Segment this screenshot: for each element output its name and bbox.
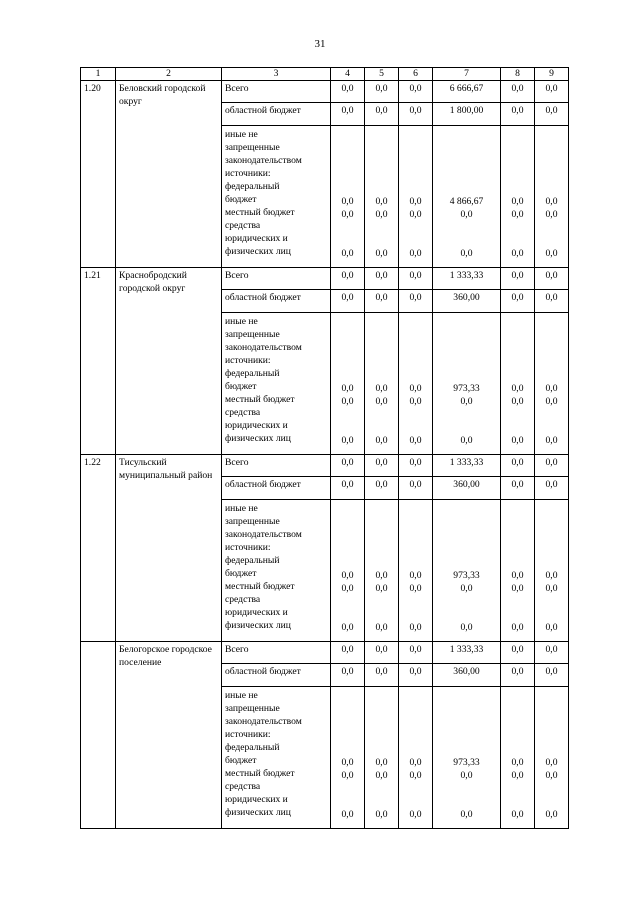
source-label-line: федеральный — [225, 368, 280, 379]
source-label-total: Всего — [222, 642, 331, 664]
value-local: 0,0 — [511, 770, 524, 781]
value-federal: 0,0 — [375, 757, 388, 768]
source-label-total: Всего — [222, 81, 331, 103]
value-cell-stack — [535, 126, 569, 268]
source-label-line: физических лиц — [225, 807, 291, 818]
source-label-line: источники: — [225, 355, 271, 366]
source-label-line: бюджет — [225, 381, 257, 392]
value-federal: 0,0 — [341, 570, 354, 581]
municipality-name: Тисульский муниципальный район — [116, 455, 222, 642]
source-label-other — [222, 500, 331, 642]
header-cell: 8 — [501, 68, 535, 81]
value-legal: 0,0 — [341, 435, 354, 446]
source-label-line: иные не — [225, 129, 258, 140]
value-local: 0,0 — [460, 396, 473, 407]
value-cell-stack — [399, 500, 433, 642]
value-cell-stack — [501, 500, 535, 642]
value-cell: 1 333,33 — [433, 455, 501, 477]
value-federal: 0,0 — [545, 196, 558, 207]
value-cell-stack — [331, 313, 365, 455]
value-legal: 0,0 — [375, 248, 388, 259]
value-federal: 0,0 — [511, 383, 524, 394]
value-cell: 0,0 — [501, 290, 535, 313]
value-legal: 0,0 — [545, 622, 558, 633]
value-cell: 1 800,00 — [433, 103, 501, 126]
value-cell: 0,0 — [365, 664, 399, 687]
source-label-line: федеральный — [225, 181, 280, 192]
value-cell: 0,0 — [399, 455, 433, 477]
header-cell: 3 — [222, 68, 331, 81]
header-cell: 7 — [433, 68, 501, 81]
value-federal: 973,33 — [453, 757, 480, 768]
source-label-regional: областной бюджет — [222, 664, 331, 687]
value-cell-stack — [535, 500, 569, 642]
source-label-regional: областной бюджет — [222, 477, 331, 500]
value-cell-stack — [535, 313, 569, 455]
value-cell-stack — [501, 313, 535, 455]
source-label-line: иные не — [225, 690, 258, 701]
source-label-line: законодательством — [225, 155, 302, 166]
value-legal: 0,0 — [545, 435, 558, 446]
value-cell: 0,0 — [331, 81, 365, 103]
value-federal: 0,0 — [375, 570, 388, 581]
value-cell: 0,0 — [501, 81, 535, 103]
value-cell: 6 666,67 — [433, 81, 501, 103]
source-label-other — [222, 126, 331, 268]
value-cell-stack — [535, 687, 569, 829]
value-local: 0,0 — [511, 583, 524, 594]
value-local: 0,0 — [511, 209, 524, 220]
value-local: 0,0 — [460, 583, 473, 594]
value-cell-stack — [331, 126, 365, 268]
source-label-line: законодательством — [225, 529, 302, 540]
value-cell: 0,0 — [501, 455, 535, 477]
source-label-total: Всего — [222, 268, 331, 290]
source-label-regional: областной бюджет — [222, 290, 331, 313]
source-label-line: источники: — [225, 168, 271, 179]
header-cell: 9 — [535, 68, 569, 81]
source-label-line: бюджет — [225, 755, 257, 766]
value-cell-stack — [501, 687, 535, 829]
item-number: 1.20 — [81, 81, 116, 268]
value-cell: 0,0 — [331, 664, 365, 687]
value-cell: 0,0 — [365, 268, 399, 290]
source-label-line: физических лиц — [225, 246, 291, 257]
value-cell-stack — [433, 126, 501, 268]
source-label-line: иные не — [225, 503, 258, 514]
value-legal: 0,0 — [511, 435, 524, 446]
source-label-other — [222, 687, 331, 829]
source-label-total: Всего — [222, 455, 331, 477]
source-label-line: источники: — [225, 542, 271, 553]
header-cell: 2 — [116, 68, 222, 81]
source-label-line: запрещенные — [225, 703, 280, 714]
source-label-line: бюджет — [225, 194, 257, 205]
value-local: 0,0 — [545, 770, 558, 781]
value-federal: 0,0 — [409, 196, 422, 207]
value-local: 0,0 — [460, 209, 473, 220]
value-legal: 0,0 — [545, 248, 558, 259]
source-label-line: источники: — [225, 729, 271, 740]
value-cell: 360,00 — [433, 290, 501, 313]
table-row-total — [81, 268, 569, 290]
value-cell: 0,0 — [535, 103, 569, 126]
value-cell: 0,0 — [535, 268, 569, 290]
value-local: 0,0 — [409, 209, 422, 220]
value-cell: 0,0 — [535, 81, 569, 103]
value-federal: 0,0 — [545, 383, 558, 394]
municipality-name: Краснобродский городской округ — [116, 268, 222, 455]
value-local: 0,0 — [409, 770, 422, 781]
value-cell: 0,0 — [501, 103, 535, 126]
source-label-line: юридических и — [225, 233, 288, 244]
value-cell: 0,0 — [331, 642, 365, 664]
value-legal: 0,0 — [511, 809, 524, 820]
source-label-line: физических лиц — [225, 433, 291, 444]
value-federal: 0,0 — [409, 570, 422, 581]
value-local: 0,0 — [409, 396, 422, 407]
header-cell: 5 — [365, 68, 399, 81]
table-row-total — [81, 81, 569, 103]
table-row-total — [81, 455, 569, 477]
source-label-line: федеральный — [225, 742, 280, 753]
table-row-total — [81, 642, 569, 664]
value-cell: 0,0 — [535, 664, 569, 687]
value-local: 0,0 — [375, 583, 388, 594]
value-legal: 0,0 — [460, 248, 473, 259]
value-legal: 0,0 — [341, 622, 354, 633]
value-cell: 0,0 — [331, 103, 365, 126]
value-federal: 0,0 — [375, 383, 388, 394]
value-local: 0,0 — [341, 583, 354, 594]
value-cell: 0,0 — [399, 268, 433, 290]
value-cell: 0,0 — [331, 290, 365, 313]
value-cell: 0,0 — [501, 268, 535, 290]
source-label-regional: областной бюджет — [222, 103, 331, 126]
value-cell-stack — [399, 687, 433, 829]
value-legal: 0,0 — [409, 622, 422, 633]
value-legal: 0,0 — [341, 248, 354, 259]
value-legal: 0,0 — [511, 622, 524, 633]
value-legal: 0,0 — [375, 809, 388, 820]
value-cell-stack — [365, 500, 399, 642]
value-cell: 0,0 — [501, 477, 535, 500]
source-label-line: средства — [225, 220, 261, 231]
value-cell: 0,0 — [399, 290, 433, 313]
source-label-line: юридических и — [225, 607, 288, 618]
header-cell: 1 — [81, 68, 116, 81]
item-number — [81, 642, 116, 829]
value-local: 0,0 — [341, 209, 354, 220]
item-number: 1.22 — [81, 455, 116, 642]
value-cell: 0,0 — [535, 455, 569, 477]
value-cell: 0,0 — [399, 664, 433, 687]
value-cell: 0,0 — [365, 290, 399, 313]
value-cell: 0,0 — [331, 455, 365, 477]
value-cell: 0,0 — [331, 477, 365, 500]
source-label-line: законодательством — [225, 716, 302, 727]
value-cell: 0,0 — [399, 103, 433, 126]
value-legal: 0,0 — [341, 809, 354, 820]
value-cell: 0,0 — [365, 642, 399, 664]
value-local: 0,0 — [511, 396, 524, 407]
value-cell: 1 333,33 — [433, 642, 501, 664]
value-legal: 0,0 — [375, 435, 388, 446]
item-number: 1.21 — [81, 268, 116, 455]
value-federal: 0,0 — [375, 196, 388, 207]
value-local: 0,0 — [375, 396, 388, 407]
value-cell-stack — [365, 687, 399, 829]
header-cell: 6 — [399, 68, 433, 81]
value-cell-stack — [331, 687, 365, 829]
value-legal: 0,0 — [460, 622, 473, 633]
value-cell-stack — [433, 500, 501, 642]
value-federal: 0,0 — [341, 196, 354, 207]
page-number: 31 — [314, 38, 326, 50]
value-local: 0,0 — [545, 583, 558, 594]
value-legal: 0,0 — [511, 248, 524, 259]
value-local: 0,0 — [375, 209, 388, 220]
value-cell: 0,0 — [399, 642, 433, 664]
budget-table — [80, 67, 569, 829]
value-cell: 0,0 — [501, 642, 535, 664]
source-label-line: запрещенные — [225, 516, 280, 527]
header-row — [81, 68, 569, 81]
value-federal: 973,33 — [453, 383, 480, 394]
value-legal: 0,0 — [460, 435, 473, 446]
source-label-line: юридических и — [225, 794, 288, 805]
source-label-line: местный бюджет — [225, 394, 295, 405]
source-label-line: юридических и — [225, 420, 288, 431]
municipality-name: Беловский городской округ — [116, 81, 222, 268]
value-federal: 0,0 — [341, 757, 354, 768]
source-label-line: бюджет — [225, 568, 257, 579]
value-federal: 0,0 — [511, 196, 524, 207]
value-legal: 0,0 — [545, 809, 558, 820]
source-label-line: федеральный — [225, 555, 280, 566]
value-legal: 0,0 — [375, 622, 388, 633]
source-label-line: средства — [225, 407, 261, 418]
value-federal: 0,0 — [511, 757, 524, 768]
value-cell: 1 333,33 — [433, 268, 501, 290]
value-cell: 0,0 — [331, 268, 365, 290]
source-label-line: средства — [225, 781, 261, 792]
value-federal: 0,0 — [409, 757, 422, 768]
value-cell: 360,00 — [433, 477, 501, 500]
source-label-line: запрещенные — [225, 329, 280, 340]
value-local: 0,0 — [545, 209, 558, 220]
source-label-line: местный бюджет — [225, 207, 295, 218]
source-label-line: местный бюджет — [225, 768, 295, 779]
value-cell: 0,0 — [535, 290, 569, 313]
value-federal: 4 866,67 — [449, 196, 484, 207]
value-federal: 0,0 — [545, 757, 558, 768]
header-cell: 4 — [331, 68, 365, 81]
value-federal: 0,0 — [341, 383, 354, 394]
value-local: 0,0 — [375, 770, 388, 781]
value-local: 0,0 — [341, 770, 354, 781]
source-label-line: законодательством — [225, 342, 302, 353]
value-local: 0,0 — [460, 770, 473, 781]
value-federal: 973,33 — [453, 570, 480, 581]
value-cell: 360,00 — [433, 664, 501, 687]
value-legal: 0,0 — [409, 248, 422, 259]
municipality-name: Белогорское городское поселение — [116, 642, 222, 829]
value-cell-stack — [433, 687, 501, 829]
value-cell-stack — [365, 126, 399, 268]
value-cell-stack — [365, 313, 399, 455]
value-cell-stack — [433, 313, 501, 455]
value-cell: 0,0 — [365, 103, 399, 126]
source-label-line: запрещенные — [225, 142, 280, 153]
source-label-other — [222, 313, 331, 455]
value-cell: 0,0 — [399, 477, 433, 500]
value-cell: 0,0 — [365, 81, 399, 103]
value-cell-stack — [399, 126, 433, 268]
value-federal: 0,0 — [545, 570, 558, 581]
value-cell-stack — [331, 500, 365, 642]
value-cell: 0,0 — [535, 642, 569, 664]
value-cell: 0,0 — [535, 477, 569, 500]
value-cell: 0,0 — [501, 664, 535, 687]
source-label-line: иные не — [225, 316, 258, 327]
source-label-line: средства — [225, 594, 261, 605]
value-federal: 0,0 — [409, 383, 422, 394]
value-legal: 0,0 — [409, 809, 422, 820]
value-local: 0,0 — [409, 583, 422, 594]
value-cell: 0,0 — [365, 477, 399, 500]
value-local: 0,0 — [341, 396, 354, 407]
value-local: 0,0 — [545, 396, 558, 407]
value-legal: 0,0 — [409, 435, 422, 446]
source-label-line: физических лиц — [225, 620, 291, 631]
value-legal: 0,0 — [460, 809, 473, 820]
source-label-line: местный бюджет — [225, 581, 295, 592]
value-federal: 0,0 — [511, 570, 524, 581]
value-cell-stack — [501, 126, 535, 268]
value-cell: 0,0 — [365, 455, 399, 477]
value-cell: 0,0 — [399, 81, 433, 103]
value-cell-stack — [399, 313, 433, 455]
